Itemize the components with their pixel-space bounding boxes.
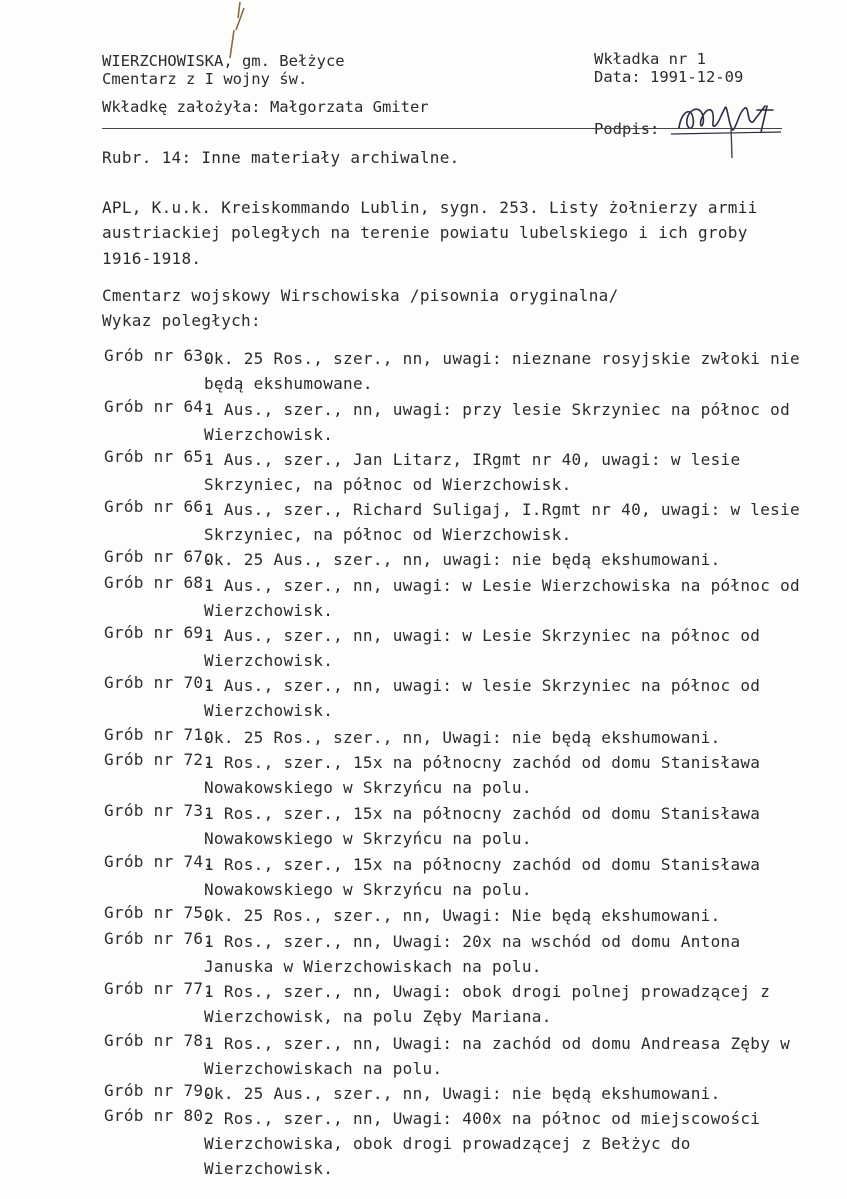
grave-label: Grób nr 72. [104, 750, 214, 769]
grave-label: Grób nr 64. [104, 397, 214, 416]
list-title: Wykaz poległych: [102, 311, 261, 330]
grave-text: 1 Ros., szer., 15x na północny zachód od domu Stanisława Nowakowskiego w Skrzyńcu na polu. [204, 855, 761, 899]
grave-label: Grób nr 68. [104, 573, 214, 592]
rubric-heading: Rubr. 14: Inne materiały archiwalne. [102, 148, 460, 167]
grave-label: Grób nr 76. [104, 929, 214, 948]
grave-label: Grób nr 63. [104, 346, 214, 365]
grave-label: Grób nr 78. [104, 1031, 214, 1050]
pen-tick [728, 126, 736, 160]
grave-text: 1 Ros., szer., 15x na północny zachód od domu Stanisława Nowakowskiego w Skrzyńcu na polu. [204, 753, 761, 797]
grave-label: Grób nr 70. [104, 673, 214, 692]
grave-label: Grób nr 65. [104, 447, 214, 466]
grave-label: Grób nr 77. [104, 979, 214, 998]
grave-label: Grób nr 75. [104, 903, 214, 922]
signature-row [594, 98, 787, 138]
date-field: Data: 1991-12-09 [594, 68, 744, 86]
grave-label: Grób nr 67. [104, 547, 214, 566]
grave-label: Grób nr 73. [104, 801, 214, 820]
grave-text: 1 Ros., szer., nn, Uwagi: 20x na wschód od domu Antona Januska w Wierzchowiskach na polu. [204, 932, 741, 976]
grave-text: 1 Aus., szer., Richard Suligaj, I.Rgmt nr 40, uwagi: w lesie Skrzyniec, na północ od Wierzchowisk. [204, 500, 800, 544]
grave-text: Ok. 25 Ros., szer., nn, Uwagi: Nie będą ekshumowani. [204, 906, 721, 925]
grave-text: 1 Aus., szer., nn, uwagi: w lesie Skrzyniec na północ od Wierzchowisk. [204, 676, 761, 720]
grave-label: Grób nr 74. [104, 852, 214, 871]
source-line-3: 1916-1918. [102, 249, 202, 268]
grave-text: Ok. 25 Aus., szer., nn, Uwagi: nie będą ekshumowani. [204, 1084, 721, 1103]
place-name: WIERZCHOWISKA, gm. Bełżyce [102, 52, 345, 70]
grave-text: Ok. 25 Ros., szer., nn, Uwagi: nie będą ekshumowani. [204, 728, 721, 747]
header-left [102, 52, 429, 116]
grave-label: Grób nr 80. [104, 1106, 214, 1125]
source-line-1: APL, K.u.k. Kreiskommando Lublin, sygn. 253. Listy żołnierzy armii [102, 198, 758, 217]
grave-label: Grób nr 66. [104, 497, 214, 516]
grave-text: 1 Aus., szer., nn, uwagi: w Lesie Skrzyniec na północ od Wierzchowisk. [204, 626, 761, 670]
grave-text: 1 Aus., szer., nn, uwagi: przy lesie Skrzyniec na północ od Wierzchowisk. [204, 400, 791, 444]
header-rule [102, 128, 782, 129]
grave-text: 1 Aus., szer., nn, uwagi: w Lesie Wierzchowiska na północ od Wierzchowisk. [204, 576, 800, 620]
grave-text: 1 Ros., szer., nn, Uwagi: na zachód od domu Andreasa Zęby w Wierzchowiskach na polu. [204, 1034, 791, 1078]
insert-number: Wkładka nr 1 [594, 50, 706, 68]
grave-text: 1 Ros., szer., 15x na północny zachód od domu Stanisława Nowakowskiego w Skrzyńcu na polu. [204, 804, 761, 848]
founded-by: Wkładkę założyła: Małgorzata Gmiter [102, 98, 429, 116]
grave-label: Grób nr 79. [104, 1081, 214, 1100]
grave-text: Ok. 25 Ros., szer., nn, uwagi: nieznane rosyjskie zwłoki nie będą ekshumowane. [204, 349, 800, 393]
grave-label: Grób nr 69. [104, 623, 214, 642]
grave-text: 1 Aus., szer., Jan Litarz, IRgmt nr 40, uwagi: w lesie Skrzyniec, na północ od Wierzchowisk. [204, 450, 741, 494]
cemetery-line: Cmentarz wojskowy Wirschowiska /pisownia oryginalna/ [102, 286, 619, 305]
source-line-2: austriackiej poległych na terenie powiatu lubelskiego i ich groby [102, 223, 748, 242]
cemetery-name: Cmentarz z I wojny św. [102, 70, 308, 88]
grave-text: Ok. 25 Aus., szer., nn, uwagi: nie będą ekshumowani. [204, 550, 721, 569]
header-right [594, 50, 787, 138]
grave-label: Grób nr 71. [104, 725, 214, 744]
grave-text: 1 Ros., szer., nn, Uwagi: obok drogi polnej prowadzącej z Wierzchowisk, na polu Zęby Mariana. [204, 982, 771, 1026]
grave-text: 2 Ros., szer., nn, Uwagi: 400x na północ od miejscowości Wierzchowiska, obok drogi prowadzącej z Bełżyc do Wierzchowisk. [204, 1109, 761, 1178]
signature-label: Podpis: [594, 120, 660, 138]
